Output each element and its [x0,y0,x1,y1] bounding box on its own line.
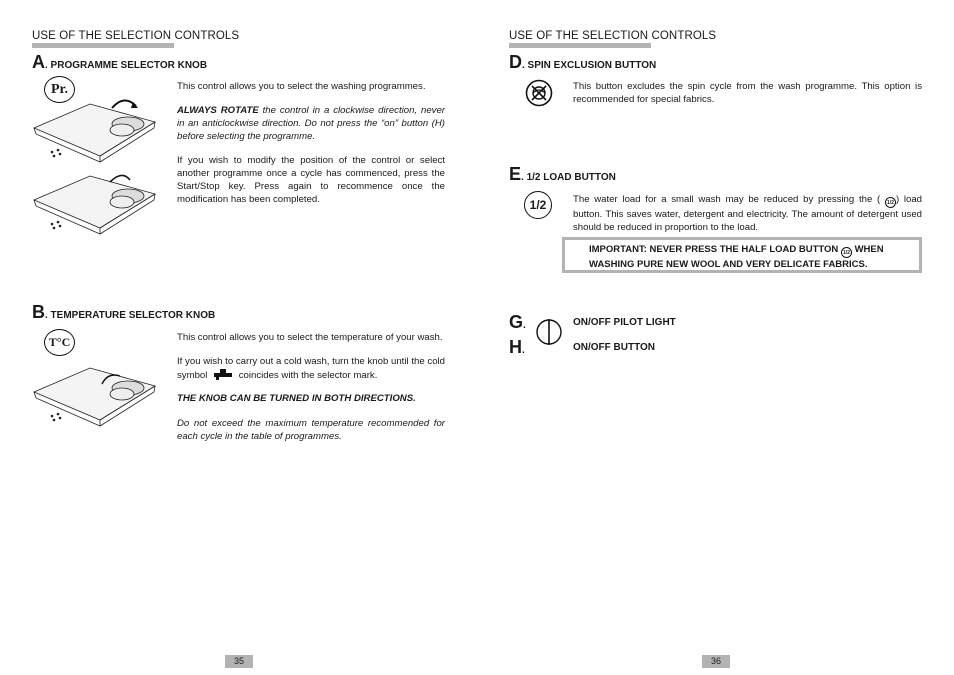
on-off-button-label: ON/OFF BUTTON [573,342,656,353]
temperature-icon-text: T°C [48,335,71,349]
left-header-rule [32,43,174,48]
section-e-paragraph [573,193,922,234]
section-b-paragraph-2b: coincides with the selector mark. [238,370,378,381]
section-b-paragraph-3: THE KNOB CAN BE TURNED IN BOTH DIRECTIONS. [177,393,416,404]
section-h-title [509,337,525,358]
section-d-letter: D [509,52,522,72]
on-off-pilot-light-label: ON/OFF PILOT LIGHT [573,317,676,328]
section-e-title [509,164,616,185]
power-icon [536,318,562,346]
section-g-dot: . [523,320,526,331]
section-h-dot: . [522,345,525,356]
right-header-rule [509,43,651,48]
section-a-title-text: . PROGRAMME SELECTOR KNOB [45,60,208,71]
panel-illustration-2 [34,175,155,234]
section-e-letter: E [509,164,522,184]
left-page-header: USE OF THE SELECTION CONTROLS [32,30,240,42]
section-a-paragraph-1: This control allows you to select the washing programmes. [177,81,426,92]
section-b-title-text: . TEMPERATURE SELECTOR KNOB [45,310,216,321]
important-text-a: IMPORTANT: NEVER PRESS THE HALF LOAD BUTTON [589,244,839,255]
important-text-b: WHEN WASHING PURE NEW WOOL AND VERY DELICATE FABRICS. [589,244,884,270]
temperature-icon [44,329,75,356]
section-a-paragraph-2-rest: the control in a clockwise direction, never in an anticlockwise direction. Do not press the “on” button (H) before selecting the programme. [177,105,445,142]
section-g-letter: G [509,312,524,332]
section-d-title-text: . SPIN EXCLUSION BUTTON [522,60,657,71]
right-page-number: 36 [702,655,730,668]
section-b-paragraph-4: Do not exceed the maximum temperature recommended for each cycle in the table of programmes. [177,418,445,442]
spin-exclusion-icon [525,79,553,107]
half-load-icon-text: 1/2 [529,198,547,212]
programme-knob-illustration [30,90,160,240]
section-d-paragraph: This button excludes the spin cycle from the wash programme. This option is recommended for special fabrics. [573,81,922,105]
section-b-paragraph-2a: If you wish to carry out a cold wash, turn the knob until the cold symbol [177,356,445,381]
right-page-header: USE OF THE SELECTION CONTROLS [509,30,717,42]
programme-icon-text: Pr. [51,81,68,97]
half-load-warning-icon: 1/2 [841,247,852,258]
always-rotate-emphasis: ALWAYS ROTATE [177,105,259,116]
section-h-letter: H [509,337,522,357]
section-e-title-text: . 1/2 LOAD BUTTON [521,172,616,183]
half-load-icon [524,191,552,219]
left-page-number: 35 [225,655,253,668]
important-warning-box [562,237,922,273]
cold-tap-icon [212,368,234,380]
section-b-title [32,302,215,323]
section-e-paragraph-a: The water load for a small wash may be reduced by pressing the ( [573,194,881,205]
section-a-paragraph-2 [177,104,445,143]
temperature-knob-illustration [30,362,160,434]
section-b-letter: B [32,302,45,322]
panel-illustration-1 [34,100,155,162]
section-b-paragraph-1: This control allows you to select the temperature of your wash. [177,332,443,343]
section-g-title [509,312,526,333]
section-a-letter: A [32,52,45,72]
half-load-inline-icon: 1/2 [885,197,896,208]
section-a-paragraph-3: If you wish to modify the position of the control or select another programme once a cycle has commenced, press the Start/Stop key. Press again to recommence once the modification has been completed. [177,155,445,205]
section-b-paragraph-2 [177,355,445,382]
section-d-title [509,52,656,73]
section-e-paragraph-b: ) load button. This saves water, detergent and electricity. The amount of detergent used should be reduced in proportion to the load. [573,194,923,233]
section-a-title [32,52,207,73]
